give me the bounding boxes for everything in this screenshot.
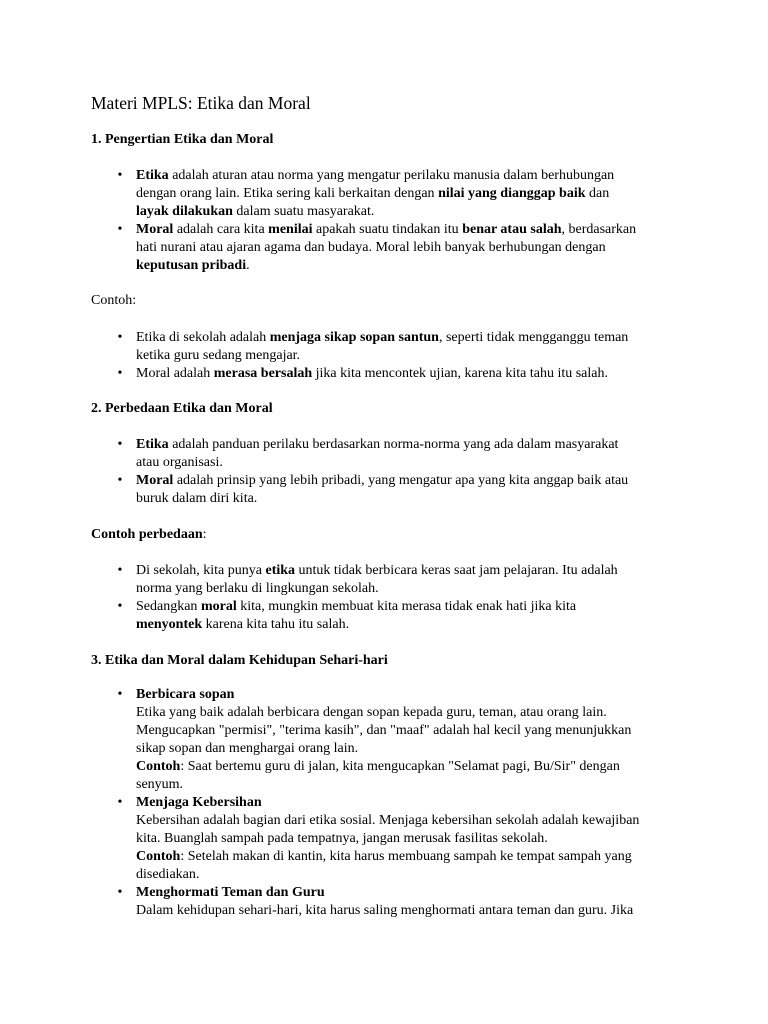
- text-line: [136, 436, 691, 454]
- text-line: buruk dalam diri kita.: [136, 491, 258, 506]
- list-item: [91, 365, 691, 383]
- text-line: [136, 203, 691, 221]
- text-run: Sedangkan: [136, 599, 201, 614]
- term-etika: Etika: [136, 168, 169, 183]
- text-line: [136, 472, 691, 490]
- text-line: [136, 329, 691, 347]
- bullet: •: [117, 168, 123, 183]
- text-line: [136, 616, 691, 634]
- text-run: adalah prinsip yang lebih pribadi, yang mengatur apa yang kita anggap baik atau: [173, 473, 629, 488]
- text-run: .: [246, 258, 250, 273]
- emphasis-text: Contoh perbedaan: [91, 527, 203, 542]
- section-heading-pengertian: 1. Pengertian Etika dan Moral: [91, 132, 274, 147]
- text-run: adalah panduan perilaku berdasarkan norma-norma yang ada dalam masyarakat: [168, 437, 619, 452]
- text-line: ketika guru sedang mengajar.: [136, 348, 301, 363]
- daily-life-list: [91, 686, 691, 920]
- term-moral: Moral: [136, 222, 174, 237]
- bullet: •: [117, 330, 123, 345]
- example-difference-label: [91, 526, 207, 544]
- text-line: [136, 167, 691, 185]
- list-item: [91, 598, 691, 634]
- text-line: [136, 221, 691, 239]
- definition-list: [91, 167, 691, 275]
- bullet: •: [117, 599, 123, 614]
- text-line: norma yang berlaku di lingkungan sekolah.: [136, 581, 379, 596]
- text-run: apakah suatu tindakan itu: [312, 222, 463, 237]
- list-item: [91, 472, 691, 508]
- text-line: kita. Buanglah sampah pada tempatnya, jangan merusak fasilitas sekolah.: [136, 831, 548, 846]
- text-line: [136, 848, 691, 866]
- text-line: atau organisasi.: [136, 455, 223, 470]
- term-moral: Moral: [136, 473, 174, 488]
- text-line: Mengucapkan "permisi", "terima kasih", dan "maaf" adalah hal kecil yang menunjukkan: [136, 723, 632, 738]
- text-run: kita, mungkin membuat kita merasa tidak enak hati jika kita: [236, 599, 577, 614]
- text-run: dengan orang lain. Etika sering kali berkaitan dengan: [136, 186, 439, 201]
- list-item: [91, 329, 691, 365]
- list-item: [91, 167, 691, 221]
- item-title: Berbicara sopan: [136, 687, 235, 702]
- bullet: •: [117, 885, 123, 900]
- emphasis-text: nilai yang dianggap baik: [438, 186, 586, 201]
- text-run: Etika di sekolah adalah: [136, 330, 270, 345]
- example-difference-list: [91, 562, 691, 634]
- text-line: [136, 758, 691, 776]
- bullet: •: [117, 366, 123, 381]
- example-label: Contoh: [136, 759, 181, 774]
- emphasis-text: layak dilakukan: [136, 204, 233, 219]
- emphasis-text: menyontek: [136, 617, 203, 632]
- section-heading-kehidupan: 3. Etika dan Moral dalam Kehidupan Sehari-hari: [91, 653, 388, 668]
- bullet: •: [117, 473, 123, 488]
- text-line: [136, 365, 691, 383]
- example-label: Contoh:: [91, 293, 137, 308]
- emphasis-text: merasa bersalah: [213, 366, 313, 381]
- bullet: •: [117, 795, 123, 810]
- emphasis-text: menilai: [268, 222, 313, 237]
- example-list: [91, 329, 691, 383]
- example-label: Contoh: [136, 849, 181, 864]
- list-item: [91, 562, 691, 598]
- list-item: [91, 794, 691, 884]
- text-line: Etika yang baik adalah berbicara dengan sopan kepada guru, teman, atau orang lain.: [136, 705, 607, 720]
- list-item: [91, 884, 691, 920]
- text-line: Kebersihan adalah bagian dari etika sosial. Menjaga kebersihan sekolah adalah kewajiban: [136, 813, 640, 828]
- text-run: adalah aturan atau norma yang mengatur perilaku manusia dalam berhubungan: [168, 168, 615, 183]
- text-run: untuk tidak berbicara keras saat jam pelajaran. Itu adalah: [295, 563, 618, 578]
- text-line: senyum.: [136, 777, 184, 792]
- text-run: jika kita mencontek ujian, karena kita tahu itu salah.: [312, 366, 608, 381]
- bullet: •: [117, 222, 123, 237]
- text-run: dalam suatu masyarakat.: [232, 204, 375, 219]
- bullet: •: [117, 687, 123, 702]
- list-item: [91, 436, 691, 472]
- text-line: [136, 598, 691, 616]
- text-line: hati nurani atau ajaran agama dan budaya. Moral lebih banyak berhubungan dengan: [136, 240, 606, 255]
- bullet: •: [117, 563, 123, 578]
- text-line: disediakan.: [136, 867, 200, 882]
- difference-list: [91, 436, 691, 508]
- section-heading-perbedaan: 2. Perbedaan Etika dan Moral: [91, 401, 273, 416]
- emphasis-text: keputusan pribadi: [136, 258, 247, 273]
- text-run: , seperti tidak mengganggu teman: [438, 330, 629, 345]
- text-run: , berdasarkan: [561, 222, 637, 237]
- term-etika: Etika: [136, 437, 169, 452]
- emphasis-text: menjaga sikap sopan santun: [269, 330, 439, 345]
- list-item: [91, 221, 691, 275]
- text-run: karena kita tahu itu salah.: [202, 617, 350, 632]
- text-run: dan: [585, 186, 610, 201]
- item-title: Menghormati Teman dan Guru: [136, 885, 325, 900]
- text-line: Dalam kehidupan sehari-hari, kita harus saling menghormati antara teman dan guru. Jika: [136, 903, 634, 918]
- text-line: [136, 185, 691, 203]
- text-run: Moral adalah: [136, 366, 214, 381]
- emphasis-text: benar atau salah: [462, 222, 562, 237]
- item-title: Menjaga Kebersihan: [136, 795, 262, 810]
- document-title: Materi MPLS: Etika dan Moral: [91, 93, 311, 113]
- text-line: [136, 257, 691, 275]
- text-run: adalah cara kita: [173, 222, 269, 237]
- bullet: •: [117, 437, 123, 452]
- text-line: sikap sopan dan menghargai orang lain.: [136, 741, 359, 756]
- list-item: [91, 686, 691, 794]
- text-run: : Saat bertemu guru di jalan, kita mengucapkan "Selamat pagi, Bu/Sir" dengan: [180, 759, 620, 774]
- text-run: Di sekolah, kita punya: [136, 563, 266, 578]
- emphasis-text: etika: [265, 563, 296, 578]
- text-run: : Setelah makan di kantin, kita harus membuang sampah ke tempat sampah yang: [180, 849, 632, 864]
- text-run: :: [202, 527, 207, 542]
- text-line: [136, 562, 691, 580]
- emphasis-text: moral: [200, 599, 237, 614]
